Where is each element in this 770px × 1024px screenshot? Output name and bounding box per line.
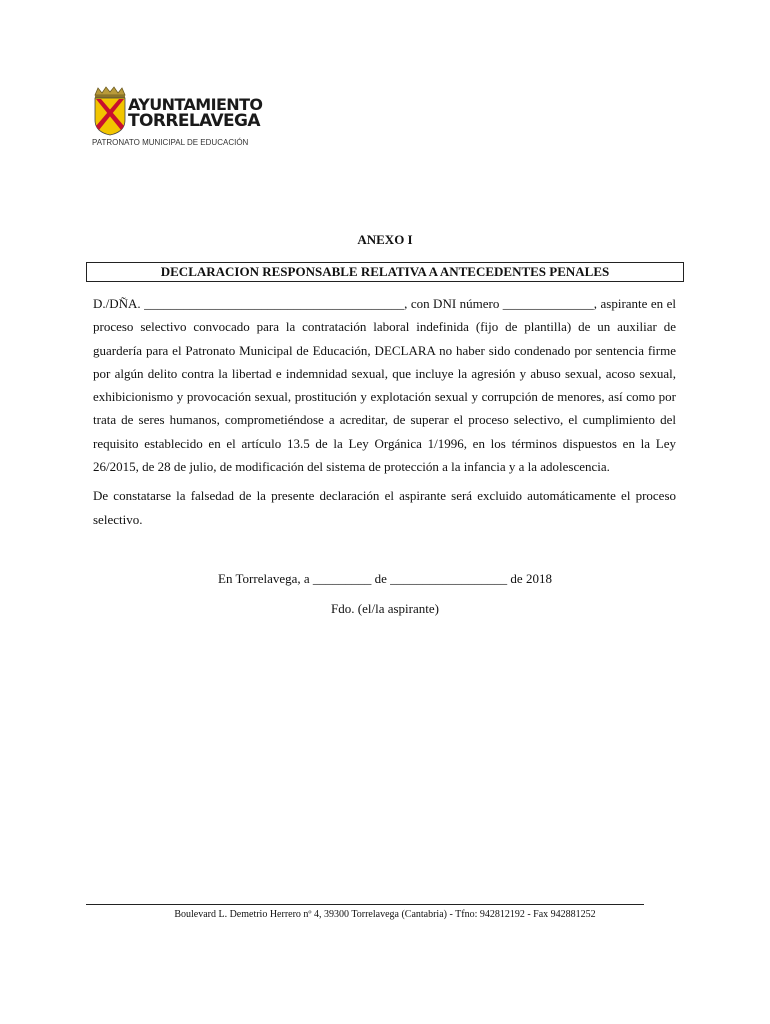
footer-divider [86, 904, 644, 905]
signature-line: Fdo. (el/la aspirante) [331, 601, 439, 616]
place-date-line: En Torrelavega, a _________ de __________________ de 2018 [218, 571, 552, 586]
declaration-title-box: DECLARACION RESPONSABLE RELATIVA A ANTECEDENTES PENALES [86, 262, 684, 282]
brand-name-line1: AYUNTAMIENTO [128, 95, 263, 114]
header-logo [92, 86, 292, 152]
coat-of-arms-icon [92, 86, 128, 136]
declaration-body [93, 292, 676, 531]
brand-name-line2: TORRELAVEGA [128, 111, 260, 131]
falsehood-paragraph: De constatarse la falsedad de la presente declaración el aspirante será excluido automáticamente el proceso selectivo. [93, 488, 676, 527]
annex-title: ANEXO I [357, 232, 413, 247]
footer-address: Boulevard L. Demetrio Herrero nº 4, 39300 Torrelavega (Cantabria) - Tfno: 942812192 - Fax 942881252 [174, 909, 596, 920]
declaration-paragraph: D./DÑA. ________________________________________, con DNI número ______________, aspirante en el proceso selectivo convocado para la contratación laboral indefinida (fijo de plantilla) de un auxiliar de guardería para el Patronato Municipal de Educación, DECLARA no haber sido condenado por sentencia firme por algún delito contra la libertad e indemnidad sexual, que incluye la agresión y abuso sexual, acoso sexual, exhibicionismo y provocación sexual, prostitución y explotación sexual y corrupción de menores, así como por trata de seres humanos, comprometiéndose a acreditar, de superar el proceso selectivo, el cumplimiento del requisito establecido en el artículo 13.5 de la Ley Orgánica 1/1996, en los términos dispuestos en la Ley 26/2015, de 28 de julio, de modificación del sistema de protección a la infancia y a la adolescencia. [93, 296, 676, 475]
organization-subtitle: PATRONATO MUNICIPAL DE EDUCACIÓN [92, 138, 249, 147]
